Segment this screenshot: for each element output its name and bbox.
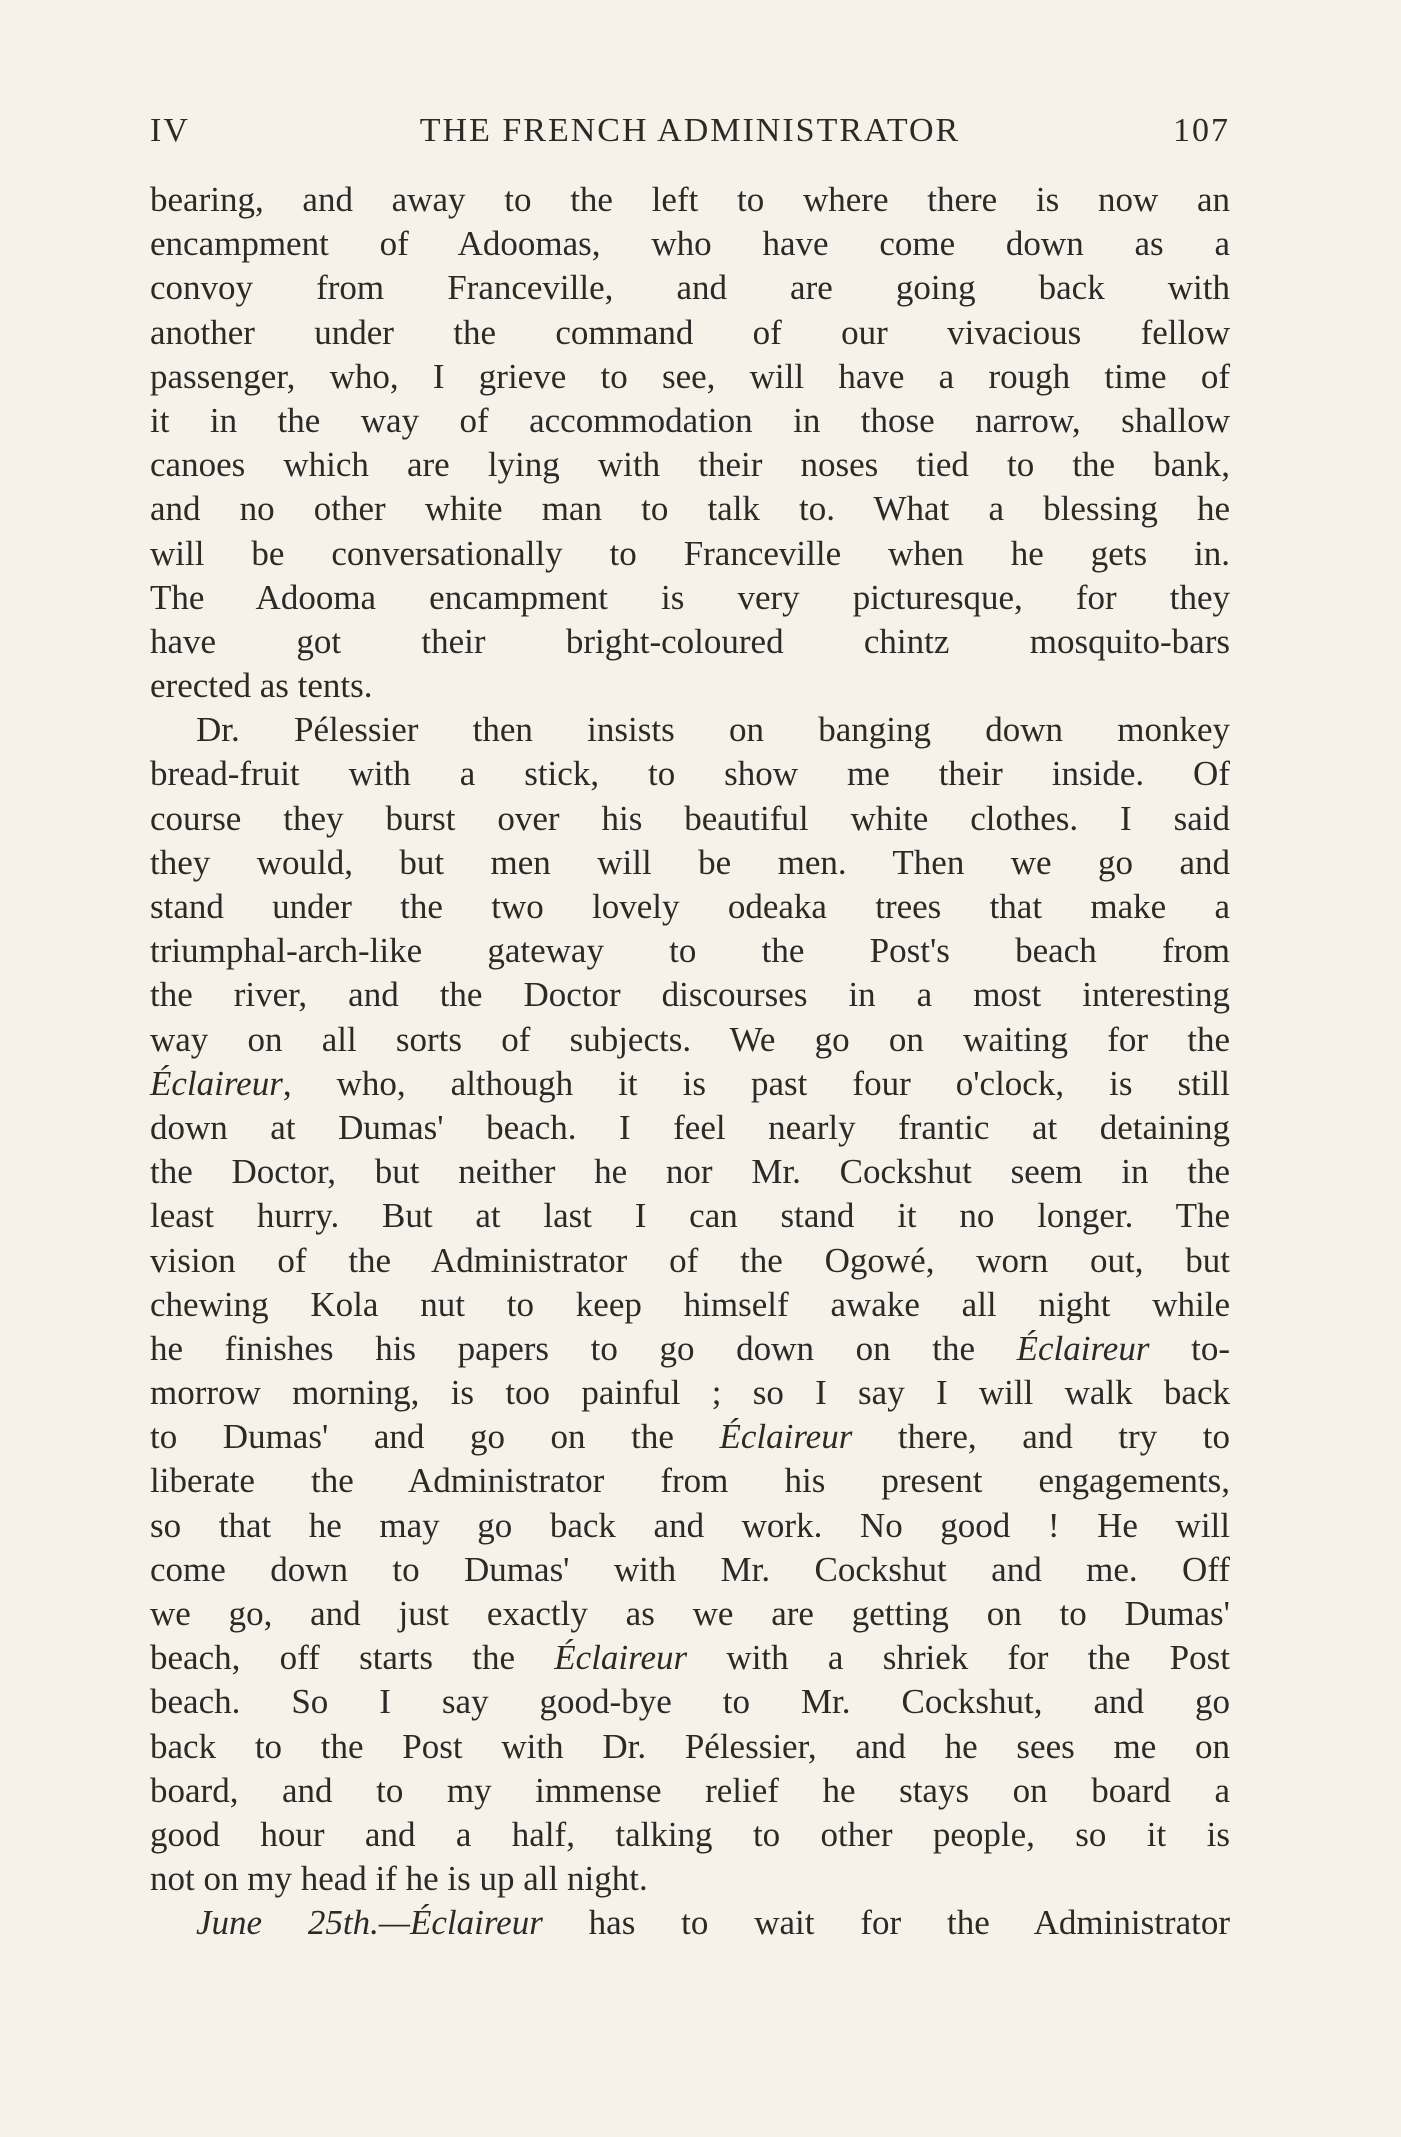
text-line: stand under the two lovely odeaka trees that make a <box>150 887 1230 926</box>
text-line: it in the way of accommodation in those narrow, shallow <box>150 400 1230 440</box>
text-line: another under the command of our vivacious fellow <box>150 312 1230 352</box>
text-line: chewing Kola nut to keep himself awake all night while <box>150 1284 1230 1324</box>
text-line: canoes which are lying with their noses tied to the bank, <box>150 445 1230 485</box>
text-line: board, and to my immense relief he stays on board a <box>150 1770 1230 1810</box>
running-head <box>150 112 1230 158</box>
text-line: will be conversationally to Franceville when he gets in. <box>150 533 1230 573</box>
text-line: so that he may go back and work. No good ! He will <box>150 1505 1230 1545</box>
text-line: come down to Dumas' with Mr. Cockshut and me. Off <box>150 1549 1230 1589</box>
text-line: way on all sorts of subjects. We go on waiting for the <box>150 1019 1230 1059</box>
text-line: and no other white man to talk to. What a blessing he <box>150 489 1230 529</box>
chapter-number: IV <box>150 112 190 149</box>
text-line: morrow morning, is too painful ; so I say I will walk back <box>150 1373 1230 1413</box>
text-line: the river, and the Doctor discourses in a most interesting <box>150 975 1230 1015</box>
text-line: course they burst over his beautiful white clothes. I said <box>150 798 1230 838</box>
text-line: we go, and just exactly as we are getting on to Dumas' <box>150 1594 1230 1633</box>
page-number: 107 <box>1173 112 1230 149</box>
text-line: passenger, who, I grieve to see, will have a rough time of <box>150 356 1230 396</box>
text-line: vision of the Administrator of the Ogowé, worn out, but <box>150 1240 1230 1280</box>
text-line: they would, but men will be men. Then we go and <box>150 842 1230 882</box>
text-line: not on my head if he is up all night. <box>150 1859 648 1899</box>
text-line: he finishes his papers to go down on the Éclaireur to- <box>150 1328 1230 1368</box>
body-text <box>150 178 1230 1946</box>
text-line: good hour and a half, talking to other people, so it is <box>150 1814 1230 1854</box>
text-line: bread-fruit with a stick, to show me their inside. Of <box>150 754 1230 794</box>
text-line: liberate the Administrator from his present engagements, <box>150 1461 1230 1501</box>
text-line: to Dumas' and go on the Éclaireur there, and try to <box>150 1417 1230 1457</box>
text-line: beach, off starts the Éclaireur with a shriek for the Post <box>150 1638 1230 1678</box>
text-line: encampment of Adoomas, who have come down as a <box>150 224 1230 264</box>
text-line: least hurry. But at last I can stand it no longer. The <box>150 1196 1230 1236</box>
chapter-title: THE FRENCH ADMINISTRATOR <box>419 112 961 149</box>
text-line: have got their bright-coloured chintz mosquito-bars <box>150 621 1230 661</box>
text-line: Éclaireur, who, although it is past four o'clock, is still <box>150 1063 1230 1103</box>
text-line: down at Dumas' beach. I feel nearly frantic at detaining <box>150 1107 1230 1147</box>
text-line: triumphal-arch-like gateway to the Post's beach from <box>150 931 1230 971</box>
text-line: beach. So I say good-bye to Mr. Cockshut, and go <box>150 1682 1230 1722</box>
text-line: the Doctor, but neither he nor Mr. Cockshut seem in the <box>150 1152 1230 1192</box>
text-line: June 25th.—Éclaireur has to wait for the Administrator <box>196 1903 1230 1943</box>
text-line: back to the Post with Dr. Pélessier, and he sees me on <box>150 1726 1230 1766</box>
text-line: bearing, and away to the left to where there is now an <box>150 180 1230 219</box>
text-line: erected as tents. <box>150 666 373 706</box>
text-line: convoy from Franceville, and are going back with <box>150 268 1230 308</box>
text-line: Dr. Pélessier then insists on banging down monkey <box>196 710 1230 750</box>
text-line: The Adooma encampment is very picturesque, for they <box>150 577 1230 617</box>
